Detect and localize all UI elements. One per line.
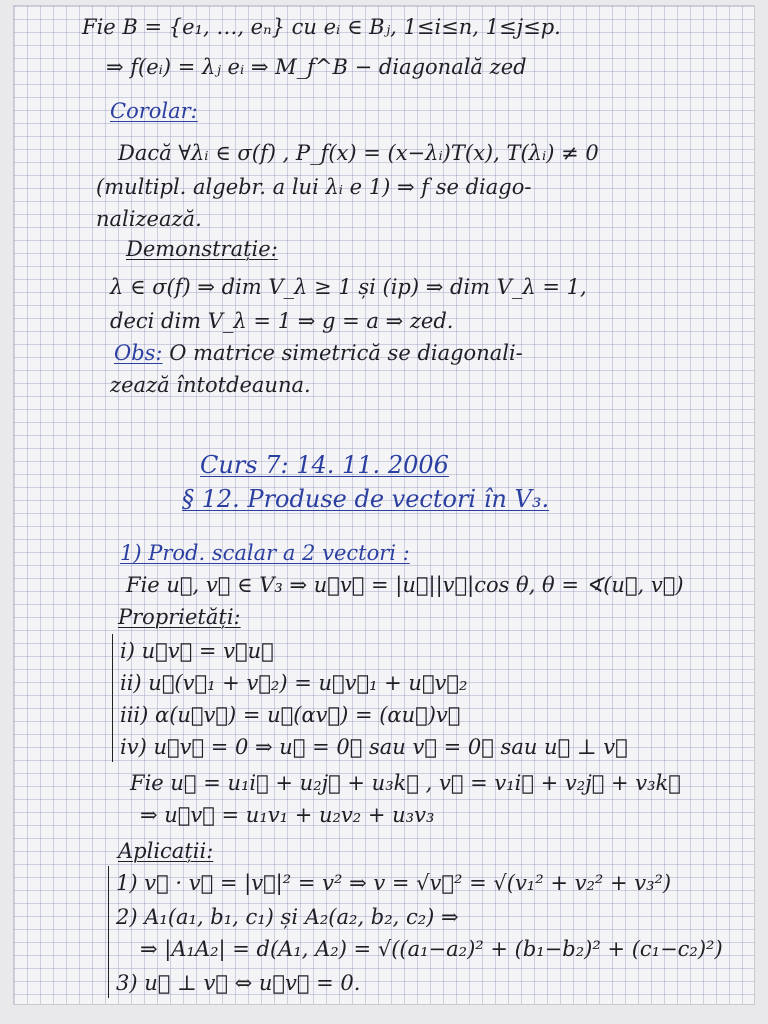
application-item: 1) v⃗ · v⃗ = |v⃗|² = v² ⇒ v = √v⃗² = √(v₁² + v₂² + v₃²): [116, 871, 672, 895]
note-line: nalizează.: [96, 207, 202, 231]
note-line: (multipl. algebr. a lui λᵢ e 1) ⇒ f se diago-: [96, 175, 532, 199]
notebook-page: [14, 6, 754, 1004]
note-line: Fie u⃗, v⃗ ∈ V₃ ⇒ u⃗v⃗ = |u⃗||v⃗|cos θ, θ = ∢(u⃗, v⃗): [126, 573, 684, 597]
application-item: 3) u⃗ ⊥ v⃗ ⇔ u⃗v⃗ = 0.: [116, 971, 361, 995]
subsection-heading: 1) Prod. scalar a 2 vectori :: [120, 541, 410, 565]
section-heading: § 12. Produse de vectori în V₃.: [182, 485, 550, 513]
note-line: deci dim V_λ = 1 ⇒ g = a ⇒ zed.: [110, 309, 454, 333]
note-line: Fie u⃗ = u₁i⃗ + u₂j⃗ + u₃k⃗ , v⃗ = v₁i⃗ + v₂j⃗ + v₃k⃗: [130, 771, 681, 795]
note-line: ⇒ f(eᵢ) = λⱼ eᵢ ⇒ M_f^B − diagonală zed: [106, 55, 527, 79]
properties-bracket: [112, 634, 113, 762]
property-item: iii) α(u⃗v⃗) = u⃗(αv⃗) = (αu⃗)v⃗: [120, 703, 461, 727]
application-item: 2) A₁(a₁, b₁, c₁) și A₂(a₂, b₂, c₂) ⇒: [116, 905, 459, 929]
proprietati-heading: Proprietăți:: [118, 605, 241, 629]
property-item: i) u⃗v⃗ = v⃗u⃗: [120, 639, 274, 663]
note-line: zează întotdeauna.: [110, 373, 311, 397]
note-line: Fie B = {e₁, …, eₙ} cu eᵢ ∈ Bⱼ, 1≤i≤n, 1≤j≤p.: [82, 15, 561, 39]
note-line: ⇒ u⃗v⃗ = u₁v₁ + u₂v₂ + u₃v₃: [140, 803, 435, 827]
note-line: [114, 340, 523, 366]
applications-bracket: [108, 866, 109, 998]
corolar-heading: Corolar:: [110, 99, 198, 123]
obs-text: O matrice simetrică se diagonali-: [162, 341, 523, 365]
note-line: λ ∈ σ(f) ⇒ dim V_λ ≥ 1 și (ip) ⇒ dim V_λ = 1,: [110, 275, 587, 299]
property-item: ii) u⃗(v⃗₁ + v⃗₂) = u⃗v⃗₁ + u⃗v⃗₂: [120, 671, 468, 695]
obs-label: Obs:: [114, 341, 163, 365]
aplicatii-heading: Aplicații:: [118, 839, 214, 863]
demonstratie-heading: Demonstrație:: [126, 237, 278, 261]
note-line: Dacă ∀λᵢ ∈ σ(f) , P_f(x) = (x−λᵢ)T(x), T(λᵢ) ≠ 0: [118, 141, 599, 165]
curs-heading: Curs 7: 14. 11. 2006: [200, 451, 449, 479]
property-item: iv) u⃗v⃗ = 0 ⇒ u⃗ = 0⃗ sau v⃗ = 0⃗ sau u⃗ ⊥ v⃗: [120, 735, 628, 759]
application-item: ⇒ |A₁A₂| = d(A₁, A₂) = √((a₁−a₂)² + (b₁−b₂)² + (c₁−c₂)²): [140, 937, 723, 961]
